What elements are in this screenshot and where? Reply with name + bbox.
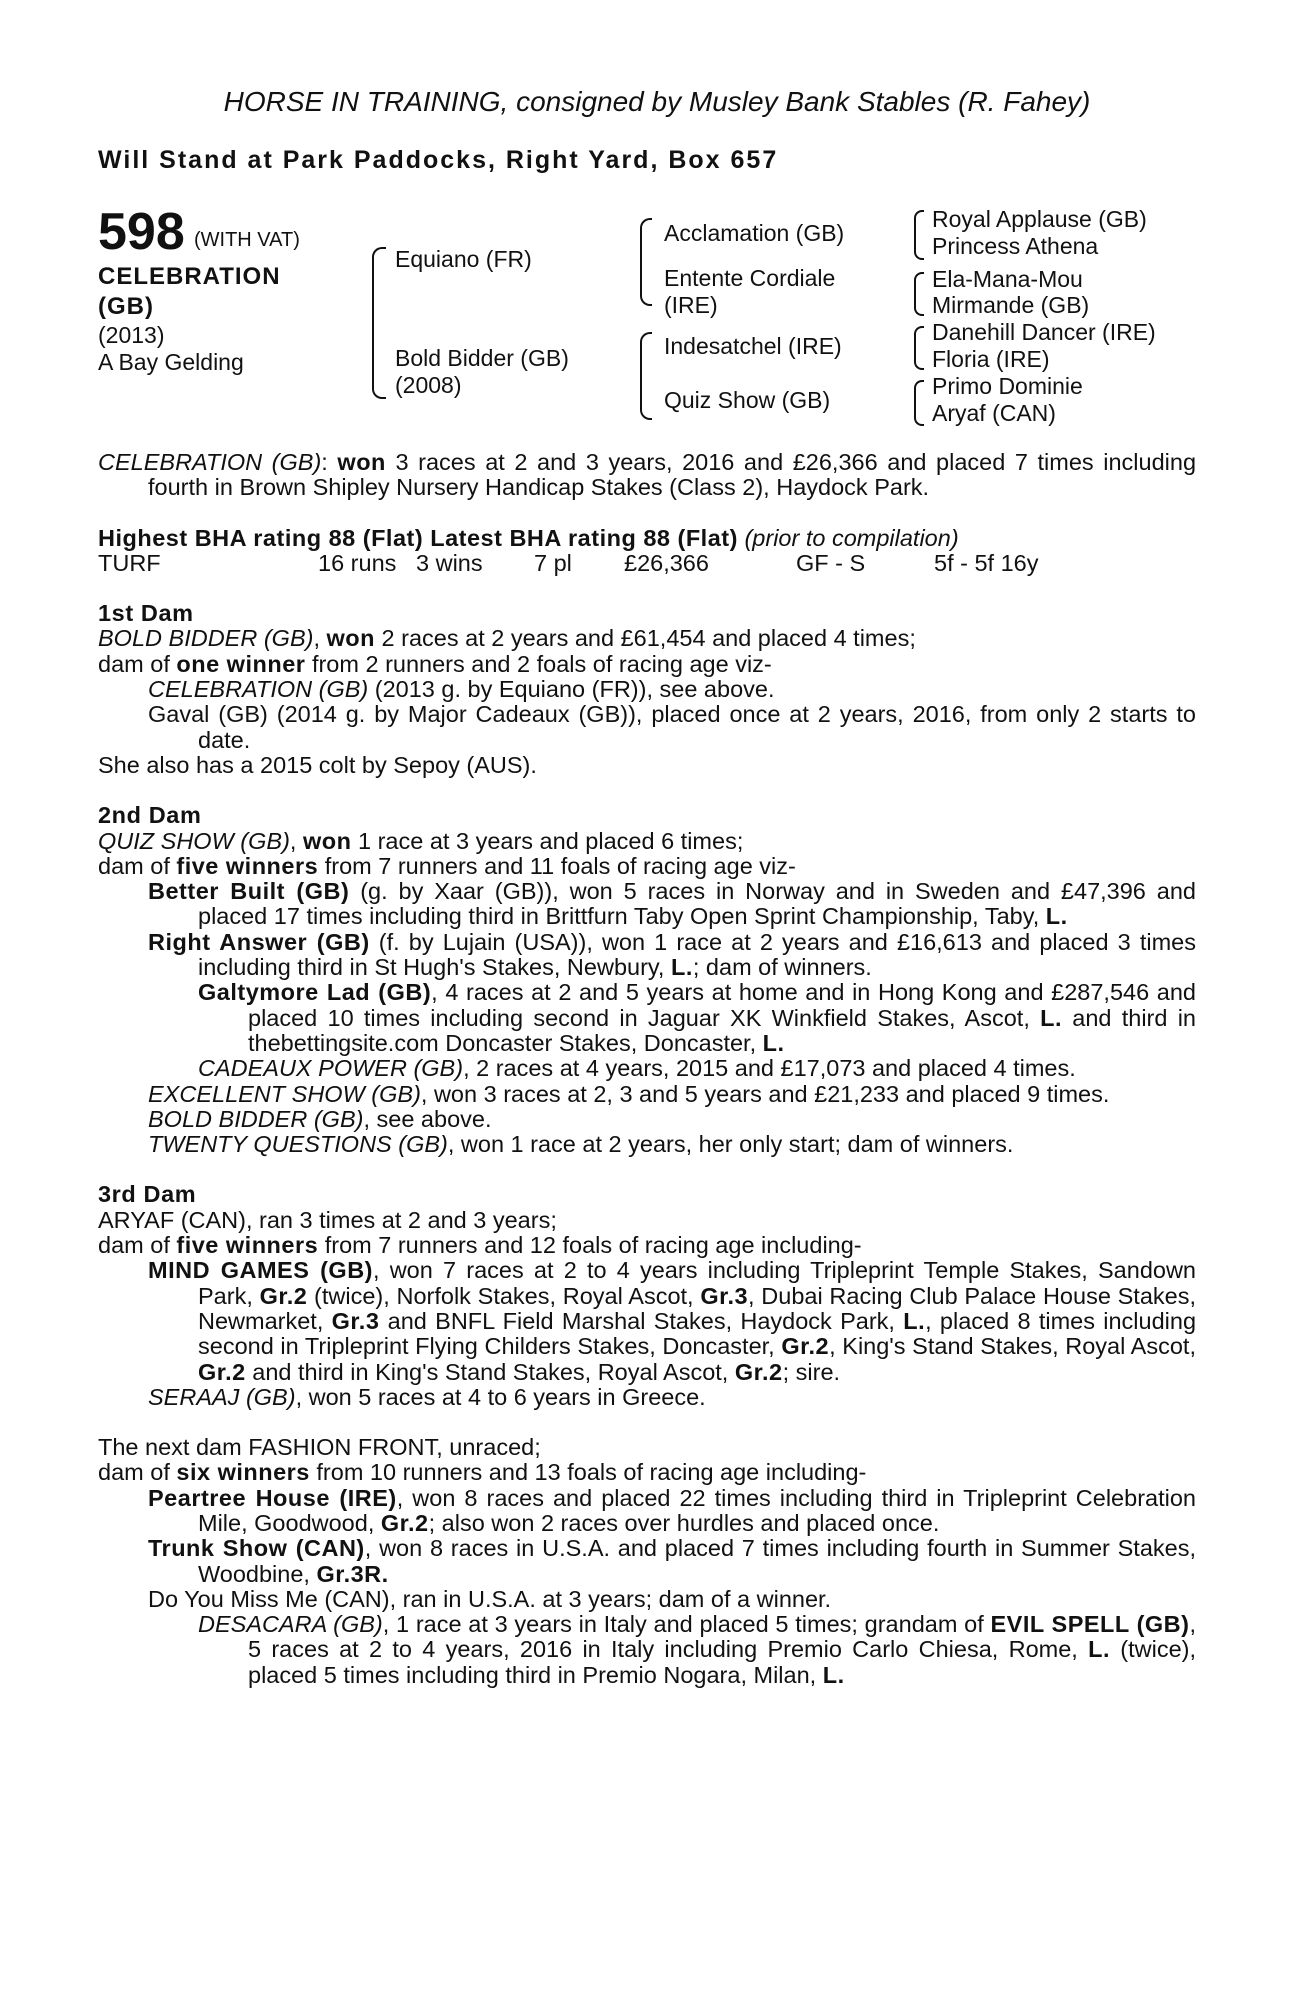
lot-number: 598 bbox=[98, 203, 185, 261]
desacara-entry: DESACARA (GB), 1 race at 3 years in Italy and placed 5 times; grandam of EVIL SPELL (GB), 5 races at 2 to 4 years, 2016 in Italy including Premio Carlo Chiesa, Rome, L. (twice), placed 5 times including third in Premio Nogara, Milan, L. bbox=[198, 1611, 1197, 1688]
bold-bidder-entry: BOLD BIDDER (GB), see above. bbox=[148, 1105, 492, 1132]
pedigree-brace-gen1 bbox=[372, 247, 386, 399]
third-dam-heading: 3rd Dam bbox=[98, 1181, 197, 1208]
pedigree-dam-sire: Indesatchel (IRE) bbox=[664, 333, 842, 359]
pedigree-brace-3d bbox=[914, 380, 924, 426]
seraaj-entry: SERAAJ (GB), won 5 races at 4 to 6 years in Greece. bbox=[148, 1383, 706, 1410]
pedigree-sire: Equiano (FR) bbox=[395, 246, 532, 272]
second-dam-record: QUIZ SHOW (GB), won 1 race at 3 years and placed 6 times; bbox=[98, 827, 744, 854]
rating-line: Highest BHA rating 88 (Flat) Latest BHA rating 88 (Flat) (prior to compilation) bbox=[98, 524, 959, 551]
pedigree-sdd: Mirmande (GB) bbox=[932, 292, 1090, 318]
horse-description: A Bay Gelding bbox=[98, 349, 244, 375]
horse-name-line1: CELEBRATION bbox=[98, 263, 281, 290]
pedigree-dds: Primo Dominie bbox=[932, 373, 1083, 399]
next-dam-produce: dam of six winners from 10 runners and 13 foals of racing age including- bbox=[98, 1459, 867, 1486]
pedigree-brace-3c bbox=[914, 326, 924, 370]
pedigree-dss: Danehill Dancer (IRE) bbox=[932, 319, 1156, 345]
horse-name-line2: (GB) bbox=[98, 293, 154, 320]
pedigree-dam-dam: Quiz Show (GB) bbox=[664, 387, 831, 413]
pedigree-dsd: Floria (IRE) bbox=[932, 346, 1050, 372]
do-you-miss-me-entry: Do You Miss Me (CAN), ran in U.S.A. at 3 years; dam of a winner. bbox=[148, 1585, 832, 1612]
consignment-line: HORSE IN TRAINING, consigned by Musley Bank Stables (R. Fahey) bbox=[223, 86, 1091, 117]
race-summary: CELEBRATION (GB): won 3 races at 2 and 3 years, 2016 and £26,366 and placed 7 times including fourth in Brown Shipley Nursery Handicap Stakes (Class 2), Haydock Park. bbox=[98, 449, 1197, 501]
pedigree-ddd: Aryaf (CAN) bbox=[932, 400, 1056, 426]
excellent-show-entry: EXCELLENT SHOW (GB), won 3 races at 2, 3 and 5 years and £21,233 and placed 9 times. bbox=[148, 1080, 1110, 1107]
foaling-year: (2013) bbox=[98, 322, 165, 348]
first-dam-produce: dam of one winner from 2 runners and 2 foals of racing age viz- bbox=[98, 650, 772, 677]
trunk-show-entry: Trunk Show (CAN), won 8 races in U.S.A. and placed 7 times including fourth in Summer Stakes, Woodbine, Gr.3R. bbox=[148, 1535, 1196, 1587]
right-answer-entry: Right Answer (GB) (f. by Lujain (USA)), won 1 race at 2 years and £16,613 and placed 3 times including third in St Hugh's Stakes, Newbury, L.; dam of winners. bbox=[148, 928, 1196, 981]
pedigree-sire-dam: Entente Cordiale (IRE) bbox=[664, 265, 836, 318]
pedigree-dam: Bold Bidder (GB) (2008) bbox=[395, 345, 569, 398]
pedigree-sds: Ela-Mana-Mou bbox=[932, 266, 1083, 292]
second-dam-produce: dam of five winners from 7 runners and 11 foals of racing age viz- bbox=[98, 852, 796, 879]
second-dam-heading: 2nd Dam bbox=[98, 802, 202, 829]
pedigree-sss: Royal Applause (GB) bbox=[932, 206, 1147, 232]
pedigree-brace-dam bbox=[640, 332, 652, 420]
turf-record: TURF 16 runs 3 wins 7 pl £26,366 GF - S 5f - 5f 16y bbox=[98, 549, 1039, 576]
first-dam-foal-1: CELEBRATION (GB) (2013 g. by Equiano (FR)), see above. bbox=[148, 676, 775, 703]
third-dam-record: ARYAF (CAN), ran 3 times at 2 and 3 years; bbox=[98, 1206, 557, 1233]
horse-name bbox=[98, 262, 281, 322]
pedigree-sire-sire: Acclamation (GB) bbox=[664, 220, 845, 246]
first-dam-foal-2: Gaval (GB) (2014 g. by Major Cadeaux (GB)), placed once at 2 years, 2016, from only 2 starts to date. bbox=[148, 701, 1196, 753]
galtymore-lad-entry: Galtymore Lad (GB), 4 races at 2 and 5 years at home and in Hong Kong and £287,546 and placed 10 times including second in Jaguar XK Winkfield Stakes, Ascot, L. and third in thebettingsite.com Doncaster Stakes, Doncaster, L. bbox=[198, 979, 1197, 1056]
peartree-house-entry: Peartree House (IRE), won 8 races and placed 22 times including third in Tripleprint Celebration Mile, Goodwood, Gr.2; also won 2 races over hurdles and placed once. bbox=[148, 1484, 1196, 1536]
next-dam-record: The next dam FASHION FRONT, unraced; bbox=[98, 1434, 541, 1461]
better-built-entry: Better Built (GB) (g. by Xaar (GB)), won 5 races in Norway and in Sweden and £47,396 and placed 17 times including third in Brittfurn Taby Open Sprint Championship, Taby, L. bbox=[148, 878, 1196, 930]
vat-note: (WITH VAT) bbox=[194, 229, 300, 251]
pedigree-ssd: Princess Athena bbox=[932, 233, 1099, 259]
horse-info bbox=[98, 322, 244, 376]
first-dam-record: BOLD BIDDER (GB), won 2 races at 2 years and £61,454 and placed 4 times; bbox=[98, 625, 916, 652]
twenty-questions-entry: TWENTY QUESTIONS (GB), won 1 race at 2 years, her only start; dam of winners. bbox=[148, 1131, 1014, 1158]
first-dam-note: She also has a 2015 colt by Sepoy (AUS). bbox=[98, 751, 537, 778]
catalogue-body bbox=[98, 450, 1196, 1688]
cadeaux-power-entry: CADEAUX POWER (GB), 2 races at 4 years, 2015 and £17,073 and placed 4 times. bbox=[198, 1055, 1076, 1082]
pedigree-brace-3a bbox=[914, 210, 924, 260]
third-dam-produce: dam of five winners from 7 runners and 12 foals of racing age including- bbox=[98, 1232, 862, 1259]
mind-games-entry: MIND GAMES (GB), won 7 races at 2 to 4 years including Tripleprint Temple Stakes, Sandown Park, Gr.2 (twice), Norfolk Stakes, Royal Ascot, Gr.3, Dubai Racing Club Palace House Stakes, Newmarket, Gr.3 and BNFL Field Marshal Stakes, Haydock Park, L., placed 8 times including second in Tripleprint Flying Childers Stakes, Doncaster, Gr.2, King's Stand Stakes, Royal Ascot, Gr.2 and third in King's Stand Stakes, Royal Ascot, Gr.2; sire. bbox=[148, 1257, 1197, 1385]
pedigree-brace-sire bbox=[640, 218, 652, 306]
pedigree-brace-3b bbox=[914, 272, 924, 316]
first-dam-heading: 1st Dam bbox=[98, 600, 194, 627]
location-line: Will Stand at Park Paddocks, Right Yard, Box 657 bbox=[98, 146, 779, 174]
